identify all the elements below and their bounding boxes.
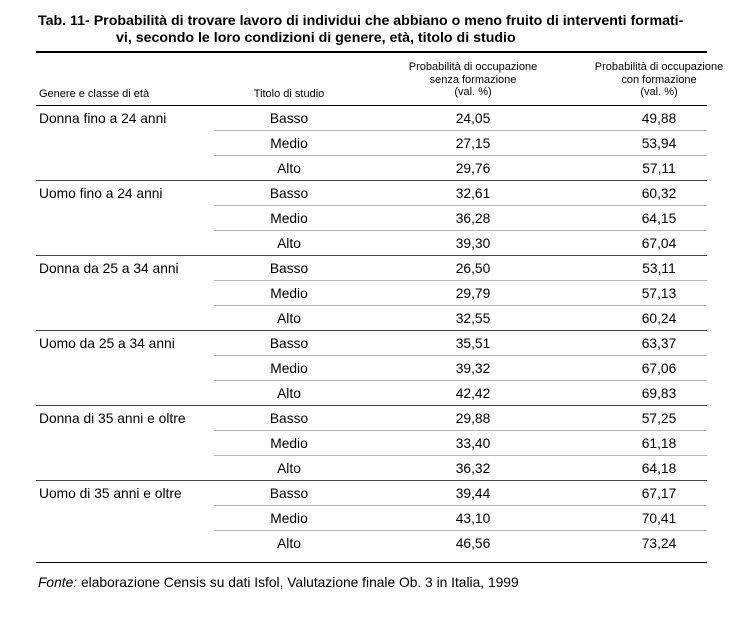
con-formazione-cell: 69,83 — [641, 386, 677, 401]
col-header-con-line3: (val. %) — [640, 86, 678, 98]
table-row — [36, 306, 707, 331]
table-title-line1: Tab. 11- Probabilità di trovare lavoro di individui che abbiano o meno fruito di interventi formati- — [38, 13, 684, 29]
con-formazione-cell: 60,24 — [641, 311, 677, 326]
senza-formazione-cell: 39,32 — [455, 361, 491, 376]
titolo-cell: Alto — [277, 236, 301, 251]
table-row — [36, 156, 707, 181]
col-header-con-line1: Probabilità di occupazione — [594, 61, 724, 73]
senza-formazione-cell: 29,88 — [455, 411, 491, 426]
group-label: Uomo fino a 24 anni — [39, 186, 163, 201]
table-row — [36, 256, 707, 281]
table-title-line2: vi, secondo le loro condizioni di genere, età, titolo di studio — [116, 30, 516, 46]
con-formazione-cell: 67,04 — [641, 236, 677, 251]
col-header-senza — [373, 61, 573, 99]
group-label: Uomo da 25 a 34 anni — [39, 336, 175, 351]
col-header-senza-line3: (val. %) — [454, 86, 492, 98]
table-row — [36, 531, 707, 556]
col-header-senza-line1: Probabilità di occupazione — [408, 61, 538, 73]
con-formazione-cell: 49,88 — [641, 111, 677, 126]
con-formazione-cell: 57,13 — [641, 286, 677, 301]
titolo-cell: Medio — [270, 136, 308, 151]
titolo-cell: Basso — [269, 411, 309, 426]
senza-formazione-cell: 43,10 — [455, 511, 491, 526]
group-label: Uomo di 35 anni e oltre — [39, 486, 182, 501]
con-formazione-cell: 64,18 — [641, 461, 677, 476]
titolo-cell: Medio — [270, 211, 308, 226]
source-label: Fonte: — [38, 575, 78, 590]
titolo-cell: Alto — [277, 311, 301, 326]
con-formazione-cell: 63,37 — [641, 336, 677, 351]
table-row — [36, 506, 707, 531]
senza-formazione-cell: 29,79 — [455, 286, 491, 301]
con-formazione-cell: 60,32 — [641, 186, 677, 201]
col-header-con — [559, 61, 741, 99]
senza-formazione-cell: 32,61 — [455, 186, 491, 201]
table-row — [36, 356, 707, 381]
table-row — [36, 431, 707, 456]
titolo-cell: Medio — [270, 436, 308, 451]
con-formazione-cell: 67,17 — [641, 486, 677, 501]
titolo-cell: Medio — [270, 511, 308, 526]
senza-formazione-cell: 42,42 — [455, 386, 491, 401]
table-row — [36, 106, 707, 131]
table-row — [36, 281, 707, 306]
con-formazione-cell: 53,94 — [641, 136, 677, 151]
table-row — [36, 331, 707, 356]
titolo-cell: Medio — [270, 361, 308, 376]
senza-formazione-cell: 36,32 — [455, 461, 491, 476]
con-formazione-cell: 61,18 — [641, 436, 677, 451]
senza-formazione-cell: 36,28 — [455, 211, 491, 226]
senza-formazione-cell: 32,55 — [455, 311, 491, 326]
col-header-con-line2: con formazione — [621, 73, 697, 86]
con-formazione-cell: 73,24 — [641, 536, 677, 551]
con-formazione-cell: 53,11 — [642, 261, 676, 276]
titolo-cell: Basso — [269, 111, 309, 126]
table-row — [36, 481, 707, 506]
senza-formazione-cell: 39,44 — [455, 486, 491, 501]
titolo-cell: Medio — [270, 286, 308, 301]
con-formazione-cell: 67,06 — [641, 361, 677, 376]
col-header-group: Genere e classe di età — [39, 88, 150, 100]
titolo-cell: Basso — [269, 336, 309, 351]
senza-formazione-cell: 39,30 — [455, 236, 491, 251]
table-row — [36, 231, 707, 256]
table-row — [36, 406, 707, 431]
senza-formazione-cell: 35,51 — [455, 336, 491, 351]
con-formazione-cell: 64,15 — [641, 211, 677, 226]
group-label: Donna da 25 a 34 anni — [39, 261, 179, 276]
titolo-cell: Alto — [277, 161, 301, 176]
senza-formazione-cell: 26,50 — [455, 261, 491, 276]
table-row — [36, 206, 707, 231]
senza-formazione-cell: 29,76 — [455, 161, 491, 176]
con-formazione-cell: 70,41 — [641, 511, 677, 526]
senza-formazione-cell: 46,56 — [455, 536, 491, 551]
titolo-cell: Basso — [269, 261, 309, 276]
titolo-cell: Alto — [277, 386, 301, 401]
source-note — [38, 575, 519, 590]
table-row — [36, 181, 707, 206]
group-label: Donna di 35 anni e oltre — [39, 411, 186, 426]
senza-formazione-cell: 27,15 — [455, 136, 491, 151]
titolo-cell: Basso — [269, 486, 309, 501]
col-header-senza-line2: senza formazione — [429, 73, 517, 86]
titolo-cell: Alto — [277, 461, 301, 476]
titolo-cell: Alto — [277, 536, 301, 551]
con-formazione-cell: 57,11 — [642, 161, 676, 176]
con-formazione-cell: 57,25 — [641, 411, 677, 426]
table-row — [36, 131, 707, 156]
col-header-titolo: Titolo di studio — [253, 88, 325, 100]
senza-formazione-cell: 33,40 — [455, 436, 491, 451]
titolo-cell: Basso — [269, 186, 309, 201]
table-row — [36, 456, 707, 481]
header-top-rule — [36, 51, 707, 53]
table-title — [38, 13, 718, 47]
senza-formazione-cell: 24,05 — [455, 111, 491, 126]
table-row — [36, 381, 707, 406]
group-label: Donna fino a 24 anni — [39, 111, 167, 126]
table-bottom-rule — [36, 562, 707, 563]
source-text: elaborazione Censis su dati Isfol, Valutazione finale Ob. 3 in Italia, 1999 — [77, 575, 519, 590]
